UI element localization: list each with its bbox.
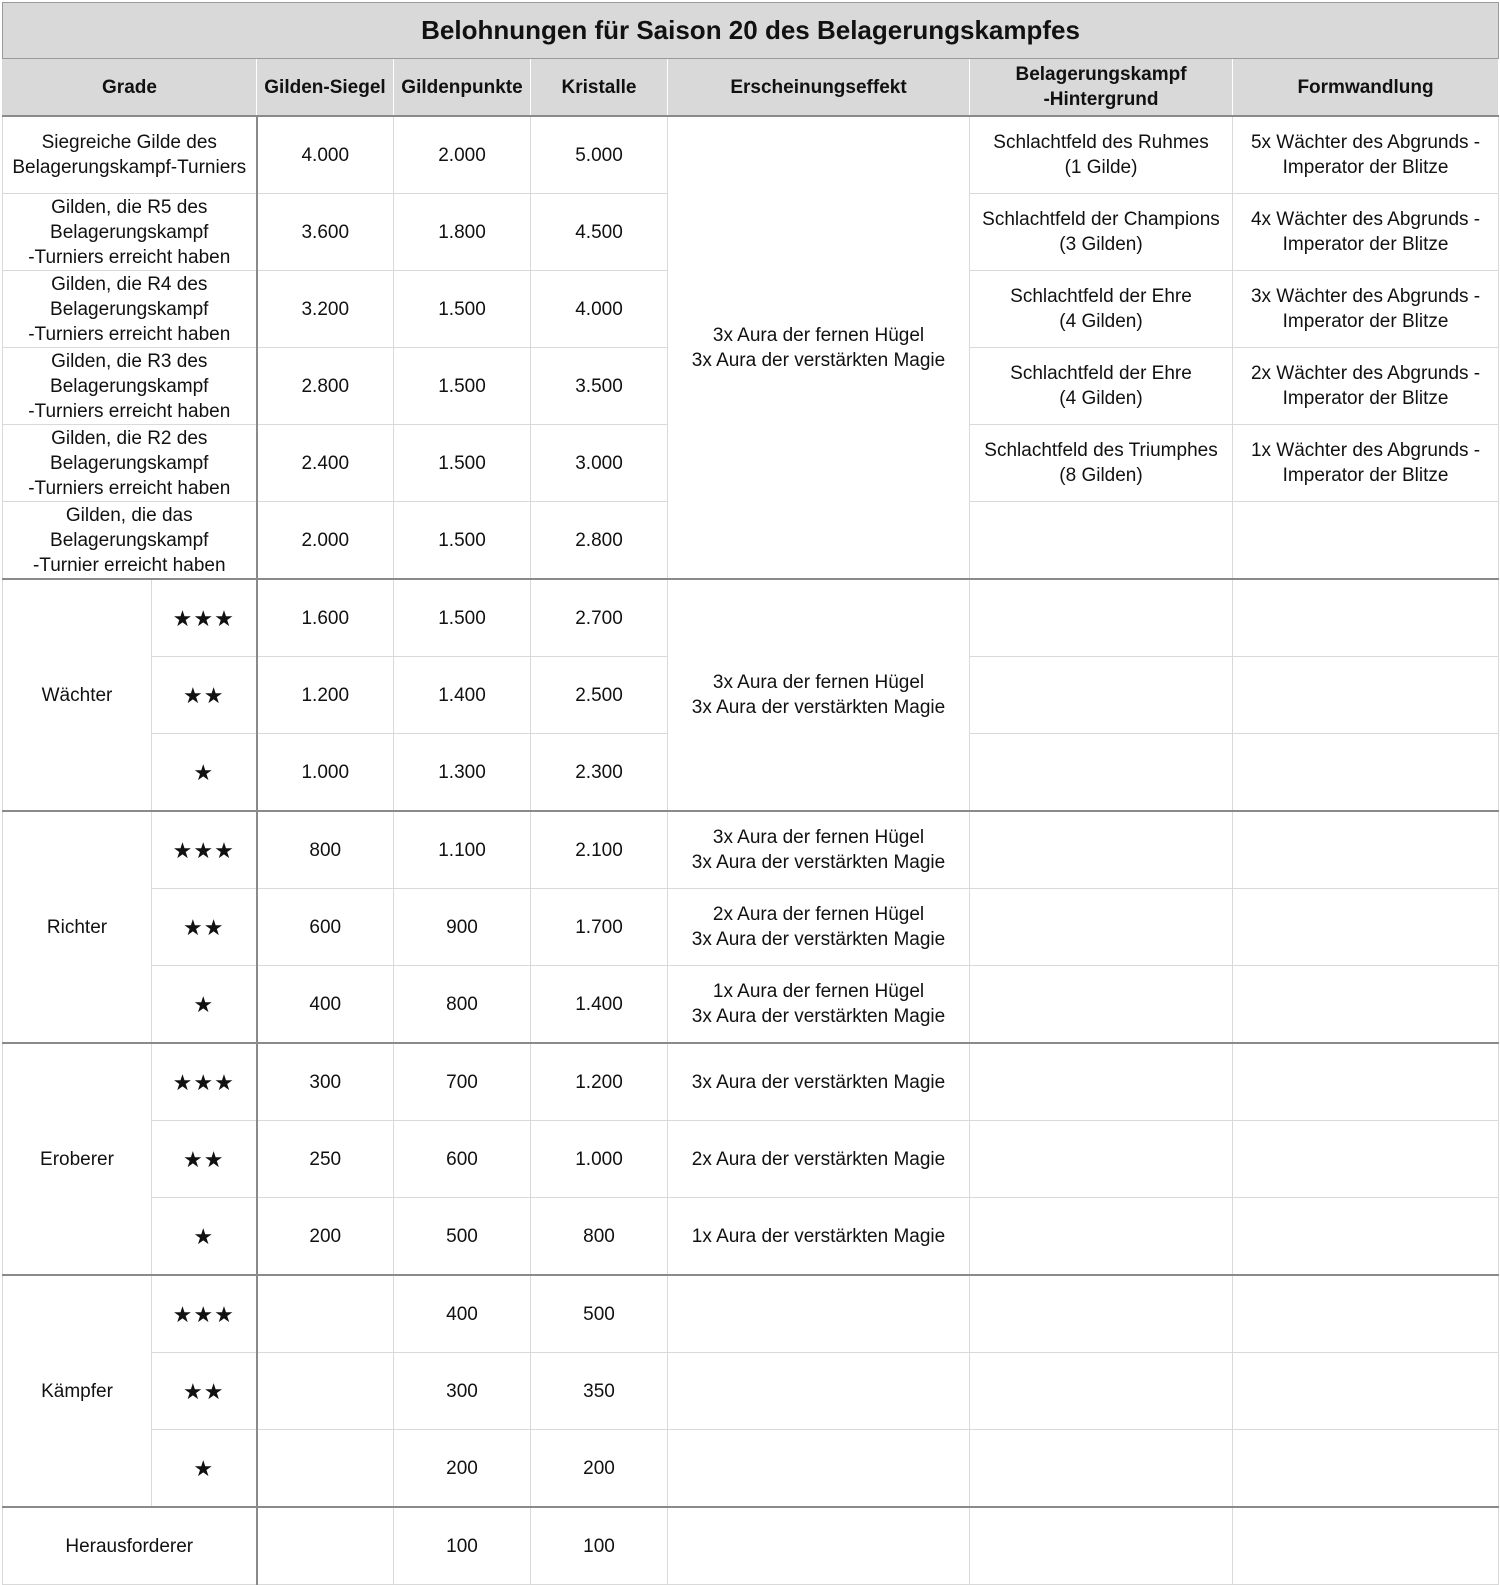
- hintergrund-cell: Schlachtfeld der Champions (3 Gilden): [970, 194, 1233, 271]
- kristalle-cell: 1.200: [531, 1043, 668, 1121]
- hintergrund-cell: [970, 889, 1233, 966]
- header-row: [3, 59, 1499, 117]
- hintergrund-cell: [970, 657, 1233, 734]
- punkte-cell: 1.500: [394, 348, 531, 425]
- effekt-cell: 2x Aura der fernen Hügel 3x Aura der verstärkten Magie: [668, 889, 970, 966]
- grade-group-cell: Wächter: [3, 579, 152, 811]
- punkte-cell: 1.500: [394, 271, 531, 348]
- punkte-cell: 600: [394, 1121, 531, 1198]
- table-row: [3, 1507, 1499, 1585]
- siegel-cell: [257, 1353, 394, 1430]
- effekt-cell: 3x Aura der fernen Hügel 3x Aura der verstärkten Magie: [668, 579, 970, 811]
- form-cell: [1233, 966, 1499, 1044]
- form-cell: 1x Wächter des Abgrunds - Imperator der Blitze: [1233, 425, 1499, 502]
- kristalle-cell: 4.500: [531, 194, 668, 271]
- punkte-cell: 1.500: [394, 425, 531, 502]
- kristalle-cell: 800: [531, 1198, 668, 1276]
- effekt-cell: [668, 1275, 970, 1353]
- siegel-cell: 2.800: [257, 348, 394, 425]
- form-cell: 4x Wächter des Abgrunds - Imperator der Blitze: [1233, 194, 1499, 271]
- star-rating: ★★★: [152, 811, 257, 889]
- grade-cell: Gilden, die R2 des Belagerungskampf -Turniers erreicht haben: [3, 425, 257, 502]
- siegel-cell: 300: [257, 1043, 394, 1121]
- punkte-cell: 1.800: [394, 194, 531, 271]
- punkte-cell: 800: [394, 966, 531, 1044]
- hintergrund-cell: [970, 502, 1233, 580]
- kristalle-cell: 5.000: [531, 116, 668, 194]
- hintergrund-cell: Schlachtfeld der Ehre (4 Gilden): [970, 271, 1233, 348]
- grade-cell: Gilden, die R3 des Belagerungskampf -Turniers erreicht haben: [3, 348, 257, 425]
- punkte-cell: 1.400: [394, 657, 531, 734]
- form-cell: [1233, 1043, 1499, 1121]
- hintergrund-cell: [970, 811, 1233, 889]
- grade-cell: Gilden, die R4 des Belagerungskampf -Turniers erreicht haben: [3, 271, 257, 348]
- table-row: [3, 1043, 1499, 1121]
- effekt-cell: 3x Aura der verstärkten Magie: [668, 1043, 970, 1121]
- grade-cell: Gilden, die das Belagerungskampf -Turnier erreicht haben: [3, 502, 257, 580]
- form-cell: [1233, 811, 1499, 889]
- header-siegel: Gilden-Siegel: [257, 59, 394, 117]
- siegel-cell: 3.200: [257, 271, 394, 348]
- star-rating: ★★★: [152, 579, 257, 657]
- punkte-cell: 300: [394, 1353, 531, 1430]
- form-cell: [1233, 502, 1499, 580]
- grade-group-cell: Eroberer: [3, 1043, 152, 1275]
- form-cell: [1233, 657, 1499, 734]
- punkte-cell: 200: [394, 1430, 531, 1508]
- form-cell: [1233, 1507, 1499, 1585]
- siegel-cell: 400: [257, 966, 394, 1044]
- punkte-cell: 900: [394, 889, 531, 966]
- table-row: [3, 1275, 1499, 1353]
- siegel-cell: [257, 1430, 394, 1508]
- kristalle-cell: 3.000: [531, 425, 668, 502]
- kristalle-cell: 2.700: [531, 579, 668, 657]
- kristalle-cell: 200: [531, 1430, 668, 1508]
- kristalle-cell: 100: [531, 1507, 668, 1585]
- effekt-cell: 1x Aura der verstärkten Magie: [668, 1198, 970, 1276]
- star-rating: ★: [152, 966, 257, 1044]
- hintergrund-cell: Schlachtfeld des Triumphes (8 Gilden): [970, 425, 1233, 502]
- star-rating: ★: [152, 734, 257, 812]
- kristalle-cell: 2.300: [531, 734, 668, 812]
- siegel-cell: 2.000: [257, 502, 394, 580]
- effekt-cell: [668, 1353, 970, 1430]
- punkte-cell: 100: [394, 1507, 531, 1585]
- hintergrund-cell: [970, 734, 1233, 812]
- header-kristalle: Kristalle: [531, 59, 668, 117]
- punkte-cell: 1.500: [394, 579, 531, 657]
- kristalle-cell: 2.800: [531, 502, 668, 580]
- punkte-cell: 400: [394, 1275, 531, 1353]
- star-rating: ★★: [152, 657, 257, 734]
- hintergrund-cell: [970, 1430, 1233, 1508]
- siegel-cell: 1.600: [257, 579, 394, 657]
- form-cell: 3x Wächter des Abgrunds - Imperator der Blitze: [1233, 271, 1499, 348]
- star-rating: ★★★: [152, 1275, 257, 1353]
- punkte-cell: 2.000: [394, 116, 531, 194]
- form-cell: [1233, 579, 1499, 657]
- siegel-cell: 4.000: [257, 116, 394, 194]
- form-cell: [1233, 1275, 1499, 1353]
- grade-group-cell: Richter: [3, 811, 152, 1043]
- form-cell: 2x Wächter des Abgrunds - Imperator der Blitze: [1233, 348, 1499, 425]
- effekt-cell: 3x Aura der fernen Hügel 3x Aura der verstärkten Magie: [668, 811, 970, 889]
- kristalle-cell: 4.000: [531, 271, 668, 348]
- form-cell: [1233, 889, 1499, 966]
- siegel-cell: 1.000: [257, 734, 394, 812]
- grade-cell: Gilden, die R5 des Belagerungskampf -Turniers erreicht haben: [3, 194, 257, 271]
- hintergrund-cell: [970, 1198, 1233, 1276]
- form-cell: [1233, 1121, 1499, 1198]
- hintergrund-cell: [970, 1507, 1233, 1585]
- header-effekt: Erscheinungseffekt: [668, 59, 970, 117]
- rewards-table-container: [2, 2, 1498, 1570]
- table-row: [3, 889, 1499, 966]
- star-rating: ★★: [152, 1121, 257, 1198]
- kristalle-cell: 1.700: [531, 889, 668, 966]
- form-cell: [1233, 1198, 1499, 1276]
- header-form: Formwandlung: [1233, 59, 1499, 117]
- siegel-cell: [257, 1275, 394, 1353]
- kristalle-cell: 500: [531, 1275, 668, 1353]
- punkte-cell: 1.300: [394, 734, 531, 812]
- punkte-cell: 1.100: [394, 811, 531, 889]
- kristalle-cell: 2.100: [531, 811, 668, 889]
- effekt-cell: 1x Aura der fernen Hügel 3x Aura der verstärkten Magie: [668, 966, 970, 1044]
- star-rating: ★★: [152, 889, 257, 966]
- siegel-cell: 200: [257, 1198, 394, 1276]
- star-rating: ★★★: [152, 1043, 257, 1121]
- header-grade: Grade: [3, 59, 257, 117]
- effekt-cell: 3x Aura der fernen Hügel 3x Aura der verstärkten Magie: [668, 116, 970, 579]
- table-row: [3, 1198, 1499, 1276]
- header-hintergrund: Belagerungskampf -Hintergrund: [970, 59, 1233, 117]
- effekt-cell: [668, 1430, 970, 1508]
- siegel-cell: 800: [257, 811, 394, 889]
- hintergrund-cell: [970, 1043, 1233, 1121]
- kristalle-cell: 350: [531, 1353, 668, 1430]
- table-title: Belohnungen für Saison 20 des Belagerungskampfes: [3, 3, 1499, 59]
- siegel-cell: 3.600: [257, 194, 394, 271]
- effekt-cell: [668, 1507, 970, 1585]
- grade-cell: Herausforderer: [3, 1507, 257, 1585]
- table-row: [3, 579, 1499, 657]
- star-rating: ★: [152, 1430, 257, 1508]
- grade-cell: Siegreiche Gilde des Belagerungskampf-Turniers: [3, 116, 257, 194]
- hintergrund-cell: [970, 1353, 1233, 1430]
- table-row: [3, 116, 1499, 194]
- header-punkte: Gildenpunkte: [394, 59, 531, 117]
- hintergrund-cell: [970, 1121, 1233, 1198]
- punkte-cell: 500: [394, 1198, 531, 1276]
- rewards-table: [2, 2, 1499, 1585]
- table-row: [3, 966, 1499, 1044]
- table-row: [3, 1430, 1499, 1508]
- siegel-cell: 600: [257, 889, 394, 966]
- kristalle-cell: 3.500: [531, 348, 668, 425]
- form-cell: 5x Wächter des Abgrunds - Imperator der Blitze: [1233, 116, 1499, 194]
- punkte-cell: 700: [394, 1043, 531, 1121]
- siegel-cell: [257, 1507, 394, 1585]
- form-cell: [1233, 1430, 1499, 1508]
- grade-group-cell: Kämpfer: [3, 1275, 152, 1507]
- siegel-cell: 2.400: [257, 425, 394, 502]
- hintergrund-cell: Schlachtfeld des Ruhmes (1 Gilde): [970, 116, 1233, 194]
- hintergrund-cell: [970, 966, 1233, 1044]
- star-rating: ★: [152, 1198, 257, 1276]
- form-cell: [1233, 734, 1499, 812]
- hintergrund-cell: [970, 1275, 1233, 1353]
- hintergrund-cell: Schlachtfeld der Ehre (4 Gilden): [970, 348, 1233, 425]
- kristalle-cell: 1.000: [531, 1121, 668, 1198]
- star-rating: ★★: [152, 1353, 257, 1430]
- effekt-cell: 2x Aura der verstärkten Magie: [668, 1121, 970, 1198]
- siegel-cell: 1.200: [257, 657, 394, 734]
- form-cell: [1233, 1353, 1499, 1430]
- punkte-cell: 1.500: [394, 502, 531, 580]
- table-row: [3, 1121, 1499, 1198]
- kristalle-cell: 1.400: [531, 966, 668, 1044]
- table-row: [3, 1353, 1499, 1430]
- table-row: [3, 811, 1499, 889]
- siegel-cell: 250: [257, 1121, 394, 1198]
- kristalle-cell: 2.500: [531, 657, 668, 734]
- hintergrund-cell: [970, 579, 1233, 657]
